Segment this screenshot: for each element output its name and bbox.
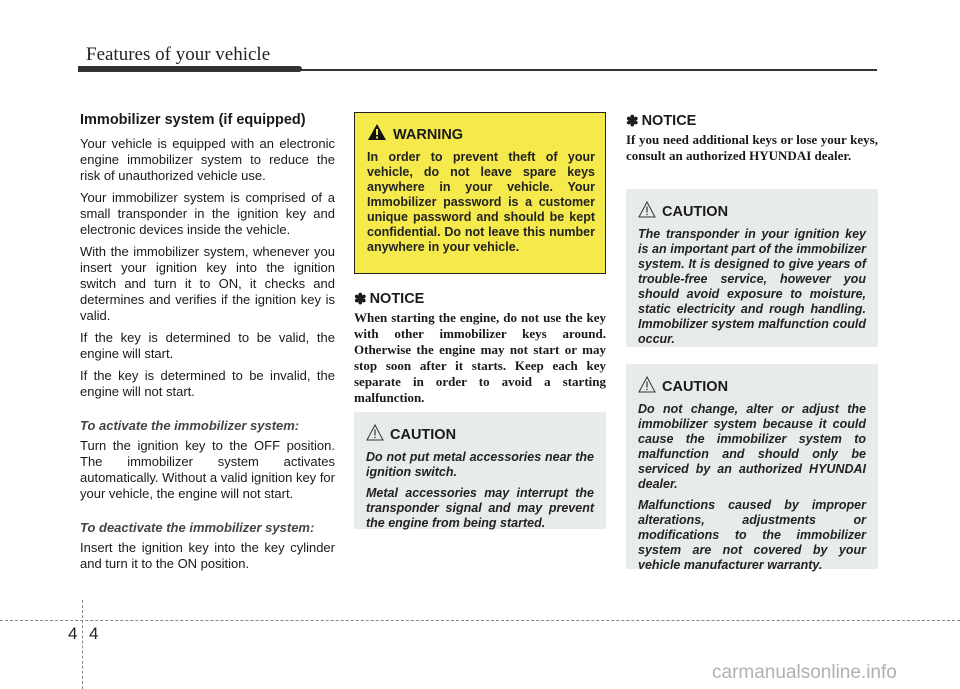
header-rule-thin xyxy=(300,69,877,71)
footer-dashed-rule xyxy=(0,620,960,621)
activate-heading: To activate the immobilizer system: xyxy=(80,418,300,433)
notice-keys xyxy=(626,112,878,164)
immobilizer-section xyxy=(80,112,335,578)
deactivate-text: Insert the ignition key into the key cylinder and turn it to the ON position. xyxy=(80,540,335,571)
notice-text: If you need additional keys or lose your keys, consult an authorized HYUNDAI dealer. xyxy=(626,132,878,163)
caution-header xyxy=(366,424,594,446)
caution-triangle-icon xyxy=(638,201,656,223)
caution-box-alteration xyxy=(626,364,878,572)
caution-text: Do not change, alter or adjust the immobilizer system because it could cause the immobilizer system to malfunction and should only be serviced by an authorized HYUNDAI dealer. xyxy=(638,402,866,491)
warning-label: WARNING xyxy=(393,126,464,143)
chapter-number: 4 xyxy=(68,624,78,643)
star-icon: ✽ xyxy=(626,113,639,130)
notice-header xyxy=(626,112,878,130)
caution-header xyxy=(638,376,866,398)
paragraph: If the key is determined to be valid, the engine will start. xyxy=(80,330,335,361)
section-heading: Immobilizer system (if equipped) xyxy=(80,112,306,128)
caution-header xyxy=(638,201,866,223)
activate-text: Turn the ignition key to the OFF position. The immobilizer system activates automatically. Without a valid ignition key for your vehicle, the engine will not start. xyxy=(80,438,335,501)
caution-box-metal xyxy=(354,412,606,529)
footer-dashed-divider xyxy=(82,600,83,689)
caution-text: The transponder in your ignition key is an important part of the immobilizer system. It is designed to give years of trouble-free service, however you should avoid exposure to moisture, static electricity and rough handling. Immobilizer system malfunction could occur. xyxy=(638,227,866,346)
watermark: carmanualsonline.info xyxy=(712,662,897,683)
notice-starting xyxy=(354,290,606,406)
paragraph: With the immobilizer system, whenever you insert your ignition key into the ignition switch and turn it to ON, it checks and determines and verifies if the ignition key is valid. xyxy=(80,244,335,323)
deactivate-heading: To deactivate the immobilizer system: xyxy=(80,520,315,535)
caution-body xyxy=(638,402,866,573)
caution-triangle-icon xyxy=(638,376,656,398)
warning-text: In order to prevent theft of your vehicle, do not leave spare keys anywhere in your vehicle. Your Immobilizer password is a customer unique password and should be kept confidential. Do not leave this number anywhere in your vehicle. xyxy=(367,150,595,254)
star-icon: ✽ xyxy=(354,291,367,308)
caution-triangle-icon xyxy=(366,424,384,446)
caution-label: CAUTION xyxy=(662,204,729,220)
page-number: 4 xyxy=(89,624,99,643)
header-title: Features of your vehicle xyxy=(86,44,271,65)
caution-label: CAUTION xyxy=(390,427,457,443)
notice-text: When starting the engine, do not use the key with other immobilizer keys around. Otherwise the engine may not start or may stop soon after it starts. Keep each key separate in order to avoid a starting malfunction. xyxy=(354,310,606,405)
warning-box xyxy=(354,112,606,274)
notice-label: NOTICE xyxy=(641,113,697,129)
warning-header xyxy=(367,123,595,146)
paragraph: If the key is determined to be invalid, the engine will not start. xyxy=(80,368,335,399)
caution-text: Metal accessories may interrupt the transponder signal and may prevent the engine from being started. xyxy=(366,486,594,530)
caution-body xyxy=(366,450,594,531)
header-rule-thick xyxy=(78,66,302,72)
caution-body xyxy=(638,227,866,347)
caution-label: CAUTION xyxy=(662,379,729,395)
caution-text: Do not put metal accessories near the ignition switch. xyxy=(366,450,594,479)
warning-triangle-icon xyxy=(367,123,387,146)
notice-label: NOTICE xyxy=(369,291,425,307)
caution-box-transponder xyxy=(626,189,878,347)
notice-header xyxy=(354,290,606,308)
paragraph: Your immobilizer system is comprised of a small transponder in the ignition key and electronic devices inside the vehicle. xyxy=(80,190,335,237)
caution-text: Malfunctions caused by improper alterations, adjustments or modifications to the immobilizer system are not covered by your vehicle manufacturer warranty. xyxy=(638,498,866,572)
paragraph: Your vehicle is equipped with an electronic engine immobilizer system to reduce the risk of unauthorized vehicle use. xyxy=(80,136,335,183)
